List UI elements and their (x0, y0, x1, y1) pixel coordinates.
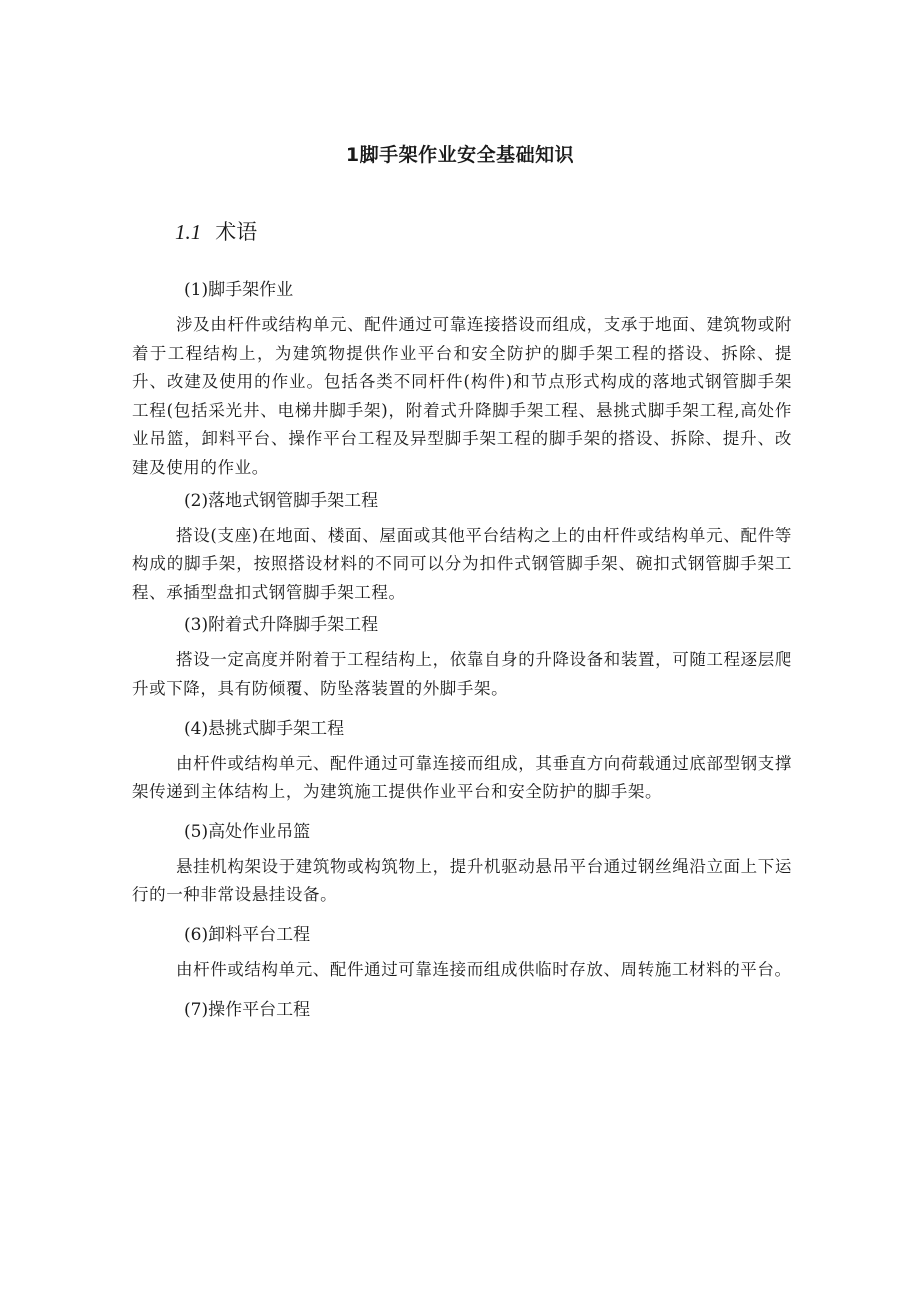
term-text-6: 由杆件或结构单元、配件通过可靠连接而组成供临时存放、周转施工材料的平台。 (176, 959, 792, 979)
term-heading-6: (6)卸料平台工程 (184, 924, 311, 945)
document-body (132, 277, 792, 1031)
term-text-3: 搭设一定高度并附着于工程结构上，依靠自身的升降设备和装置，可随工程逐层爬升或下降，具有防倾覆、防坠落装置的外脚手架。 (132, 650, 792, 698)
section-title: 术语 (215, 220, 258, 244)
term-heading-1: (1)脚手架作业 (184, 280, 294, 300)
term-heading-5: (5)高处作业吊篮 (184, 821, 311, 842)
term-text-1: 涉及由杆件或结构单元、配件通过可靠连接搭设而组成，支承于地面、建筑物或附着于工程结构上，为建筑物提供作业平台和安全防护的脚手架工程的搭设、拆除、提升、改建及使用的作业。包括各类不同杆件(构件)和节点形式构成的落地式钢管脚手架工程(包括采光井、电梯井脚手架)，附着式升降脚手架工程、悬挑式脚手架工程,高处作业吊篮，卸料平台、操作平台工程及异型脚手架工程的脚手架的搭设、拆除、提升、改建及使用的作业。 (132, 315, 792, 477)
term-heading-3: (3)附着式升降脚手架工程 (184, 615, 379, 636)
section-heading (175, 216, 257, 246)
term-text-5: 悬挂机构架设于建筑物或构筑物上，提升机驱动悬吊平台通过钢丝绳沿立面上下运行的一种非常设悬挂设备。 (132, 856, 792, 905)
term-text-2: 搭设(支座)在地面、楼面、屋面或其他平台结构之上的由杆件或结构单元、配件等构成的脚手架，按照搭设材料的不同可以分为扣件式钢管脚手架、碗扣式钢管脚手架工程、承插型盘扣式钢管脚手架工程。 (132, 525, 792, 602)
document-title: 1脚手架作业安全基础知识 (345, 144, 575, 166)
term-heading-2: (2)落地式钢管脚手架工程 (184, 490, 379, 511)
term-heading-4: (4)悬挑式脚手架工程 (184, 718, 345, 739)
term-text-4: 由杆件或结构单元、配件通过可靠连接而组成，其垂直方向荷载通过底部型钢支撑架传递到主体结构上，为建筑施工提供作业平台和安全防护的脚手架。 (132, 753, 792, 802)
term-heading-7: (7)操作平台工程 (184, 999, 311, 1020)
section-number: 1.1 (175, 220, 202, 244)
